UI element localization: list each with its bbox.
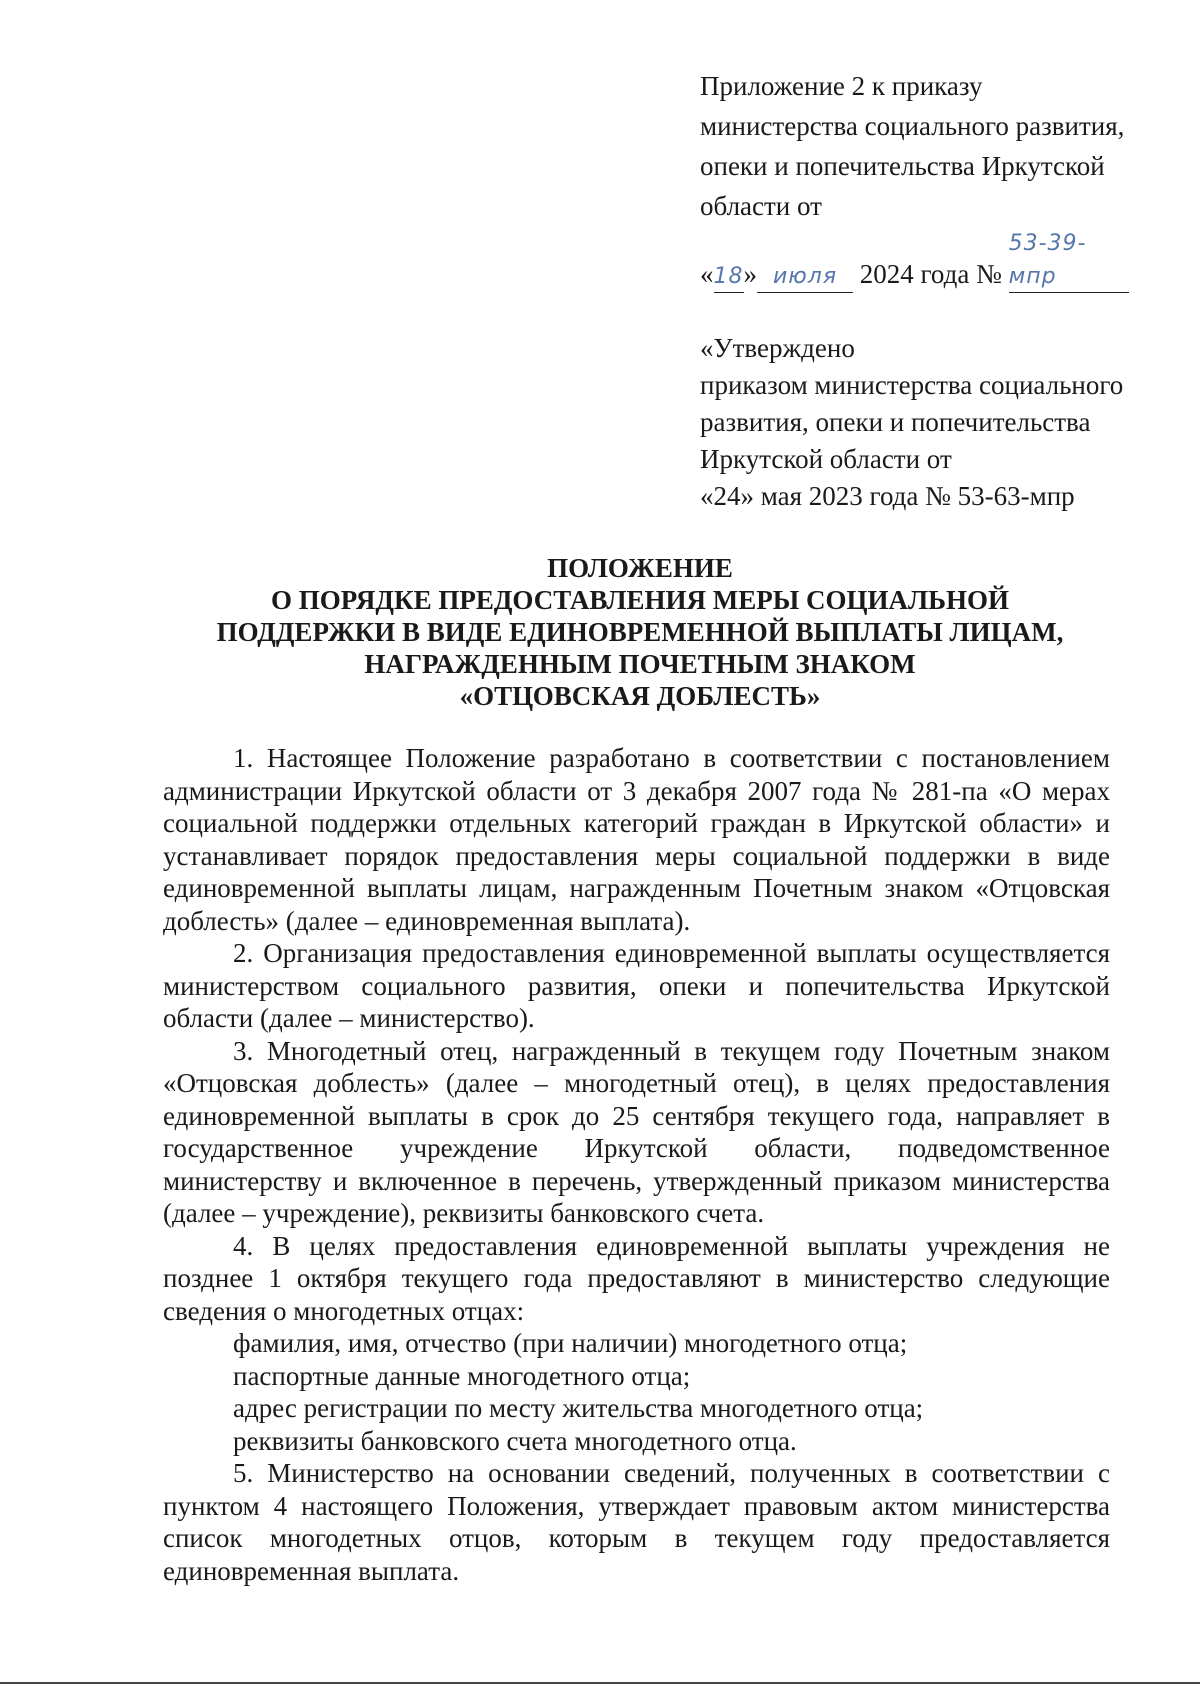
paragraph-2: 2. Организация предоставления единовременной выплаты осуществляется министерством социального развития, опеки и попечительства Иркутской области (далее – министерство).: [163, 938, 1110, 1033]
paragraph-5: 5. Министерство на основании сведений, полученных в соответствии с пунктом 4 настоящего Положения, утверждает правовым актом министерства список многодетных отцов, которым в текущем году предоставляется единовременная выплата.: [163, 1458, 1110, 1586]
open-quote: «: [700, 259, 714, 289]
handwritten-day: 18: [713, 264, 744, 289]
approval-line: развития, опеки и попечительства: [700, 407, 1091, 437]
year-number-text: 2024 года №: [853, 259, 1009, 289]
title-line: НАГРАЖДЕННЫМ ПОЧЕТНЫМ ЗНАКОМ: [364, 649, 916, 679]
bottom-divider: [0, 1682, 1200, 1684]
handwritten-day-field: [714, 259, 744, 293]
title-line: О ПОРЯДКЕ ПРЕДОСТАВЛЕНИЯ МЕРЫ СОЦИАЛЬНОЙ: [271, 585, 1009, 615]
approval-block: [700, 330, 1180, 515]
list-item: реквизиты банковского счета многодетного отца.: [233, 1425, 797, 1456]
appendix-line: министерства социального развития,: [700, 111, 1125, 141]
appendix-date-line: [700, 226, 1160, 294]
paragraph-1: 1. Настоящее Положение разработано в соответствии с постановлением администрации Иркутской области от 3 декабря 2007 года № 281-па «О мерах социальной поддержки отдельных категорий граждан в Иркутской области» и устанавливает порядок предоставления меры социальной поддержки в виде единовременной выплаты лицам, награжденным Почетным знаком «Отцовская доблесть» (далее – единовременная выплата).: [163, 743, 1110, 936]
list-item: фамилия, имя, отчество (при наличии) многодетного отца;: [233, 1328, 908, 1358]
approval-line: приказом министерства социального: [700, 370, 1124, 400]
title-line: ПОДДЕРЖКИ В ВИДЕ ЕДИНОВРЕМЕННОЙ ВЫПЛАТЫ ЛИЦАМ,: [216, 617, 1064, 647]
appendix-line: опеки и попечительства Иркутской: [700, 151, 1105, 181]
approval-line: «24» мая 2023 года № 53-63-мпр: [700, 481, 1075, 511]
handwritten-month: июля: [772, 264, 838, 289]
approval-line: Иркутской области от: [700, 444, 952, 474]
appendix-line: области от: [700, 191, 822, 221]
appendix-line: Приложение 2 к приказу: [700, 71, 983, 101]
document-title: [140, 552, 1140, 712]
appendix-block: [700, 66, 1160, 294]
paragraph-3: 3. Многодетный отец, награжденный в текущем году Почетным знаком «Отцовская доблесть» (далее – многодетный отец), в целях предоставления единовременной выплаты в срок до 25 сентября текущего года, направляет в государственное учреждение Иркутской области, подведомственное министерству и включенное в перечень, утвержденный приказом министерства (далее – учреждение), реквизиты банковского счета.: [163, 1035, 1110, 1228]
title-line: ПОЛОЖЕНИЕ: [547, 553, 733, 583]
approval-line: «Утверждено: [700, 333, 855, 363]
handwritten-number: 53-39-мпр: [1008, 231, 1087, 289]
handwritten-number-field: [1009, 226, 1129, 293]
title-line: «ОТЦОВСКАЯ ДОБЛЕСТЬ»: [459, 681, 821, 711]
list-item: адрес регистрации по месту жительства многодетного отца;: [233, 1393, 924, 1423]
close-quote: »: [743, 259, 757, 289]
list-item: паспортные данные многодетного отца;: [233, 1360, 691, 1391]
handwritten-month-field: [757, 259, 853, 293]
document-body: [163, 742, 1110, 1587]
paragraph-4: 4. В целях предоставления единовременной выплаты учреждения не позднее 1 октября текущего года предоставляют в министерство следующие сведения о многодетных отцах:: [163, 1230, 1110, 1326]
